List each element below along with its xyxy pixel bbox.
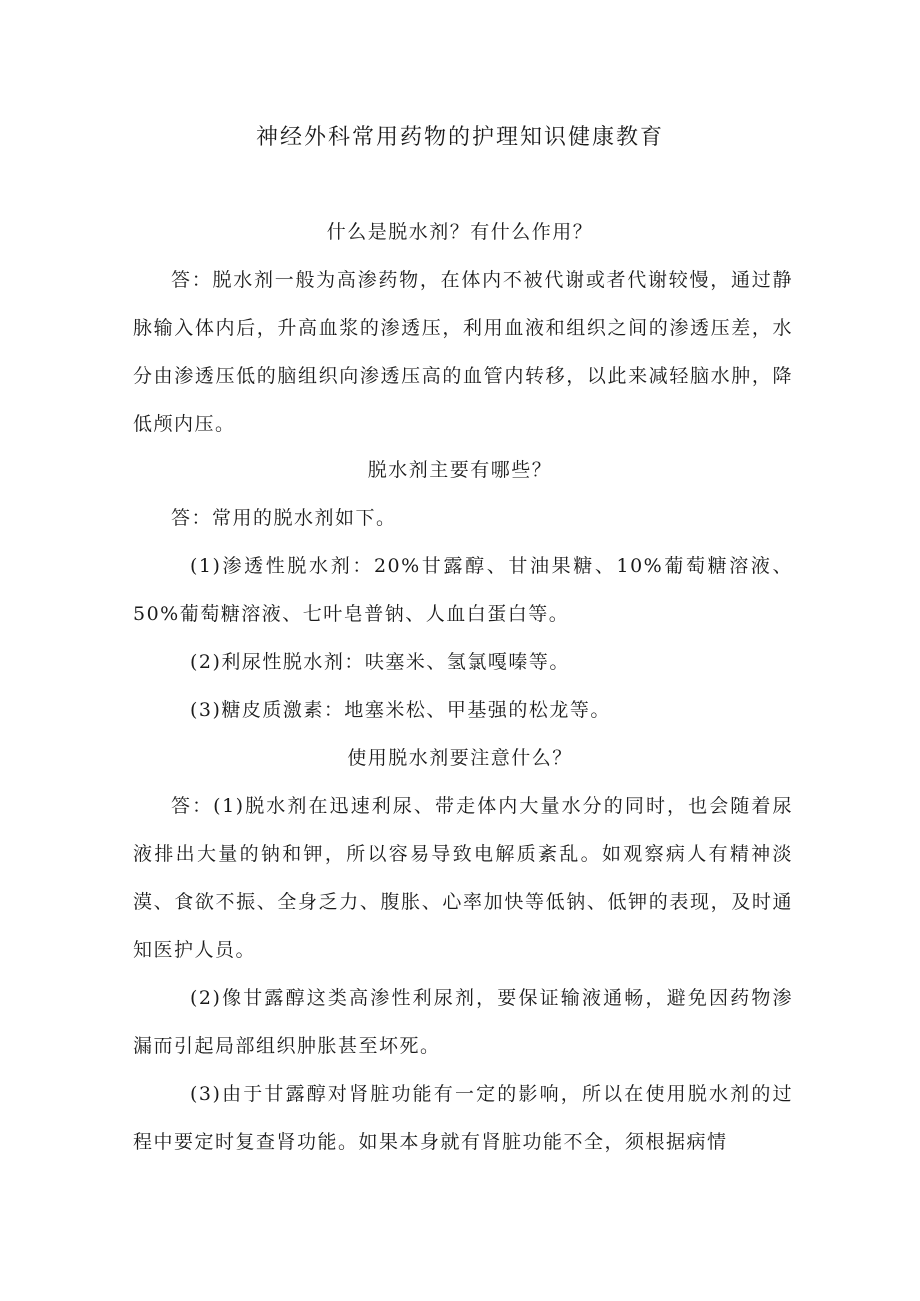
section-heading-what-is-dehydrant: 什么是脱水剂？有什么作用？: [326, 221, 594, 243]
section-body-what-is-dehydrant: [133, 256, 793, 448]
paragraph: 答：常用的脱水剂如下。: [171, 507, 397, 529]
section-heading-precautions: 使用脱水剂要注意什么？: [347, 747, 573, 769]
section-body-precautions: [133, 782, 793, 1166]
paragraph: (3)由于甘露醇对肾脏功能有一定的影响，所以在使用脱水剂的过程中要定时复查肾功能。如果本身就有肾脏功能不全，须根据病情: [133, 1083, 793, 1153]
paragraph: 答：脱水剂一般为高渗药物，在体内不被代谢或者代谢较慢，通过静脉输入体内后，升高血浆的渗透压，利用血液和组织之间的渗透压差，水分由渗透压低的脑组织向渗透压高的血管内转移，以此来减轻脑水肿，降低颅内压。: [133, 269, 793, 435]
list-item: (2)利尿性脱水剂：呋塞米、氢氯嘎嗪等。: [190, 651, 570, 673]
section-heading-dehydrant-types: 脱水剂主要有哪些？: [367, 459, 553, 481]
paragraph: (2)像甘露醇这类高渗性利尿剂，要保证输液通畅，避免因药物渗漏而引起局部组织肿胀甚至坏死。: [133, 987, 793, 1057]
document-title: 神经外科常用药物的护理知识健康教育: [255, 125, 664, 150]
paragraph: 答：(1)脱水剂在迅速利尿、带走体内大量水分的同时，也会随着尿液排出大量的钠和钾，所以容易导致电解质紊乱。如观察病人有精神淡漠、食欲不振、全身乏力、腹胀、心率加快等低钠、低钾的表现，及时通知医护人员。: [133, 795, 793, 961]
list-item: (1)渗透性脱水剂：20%甘露醇、甘油果糖、10%葡萄糖溶液、50%葡萄糖溶液、七叶皂普钠、人血白蛋白等。: [133, 555, 793, 625]
list-item: (3)糖皮质激素：地塞米松、甲基强的松龙等。: [190, 699, 611, 721]
section-body-dehydrant-types: [133, 494, 793, 734]
